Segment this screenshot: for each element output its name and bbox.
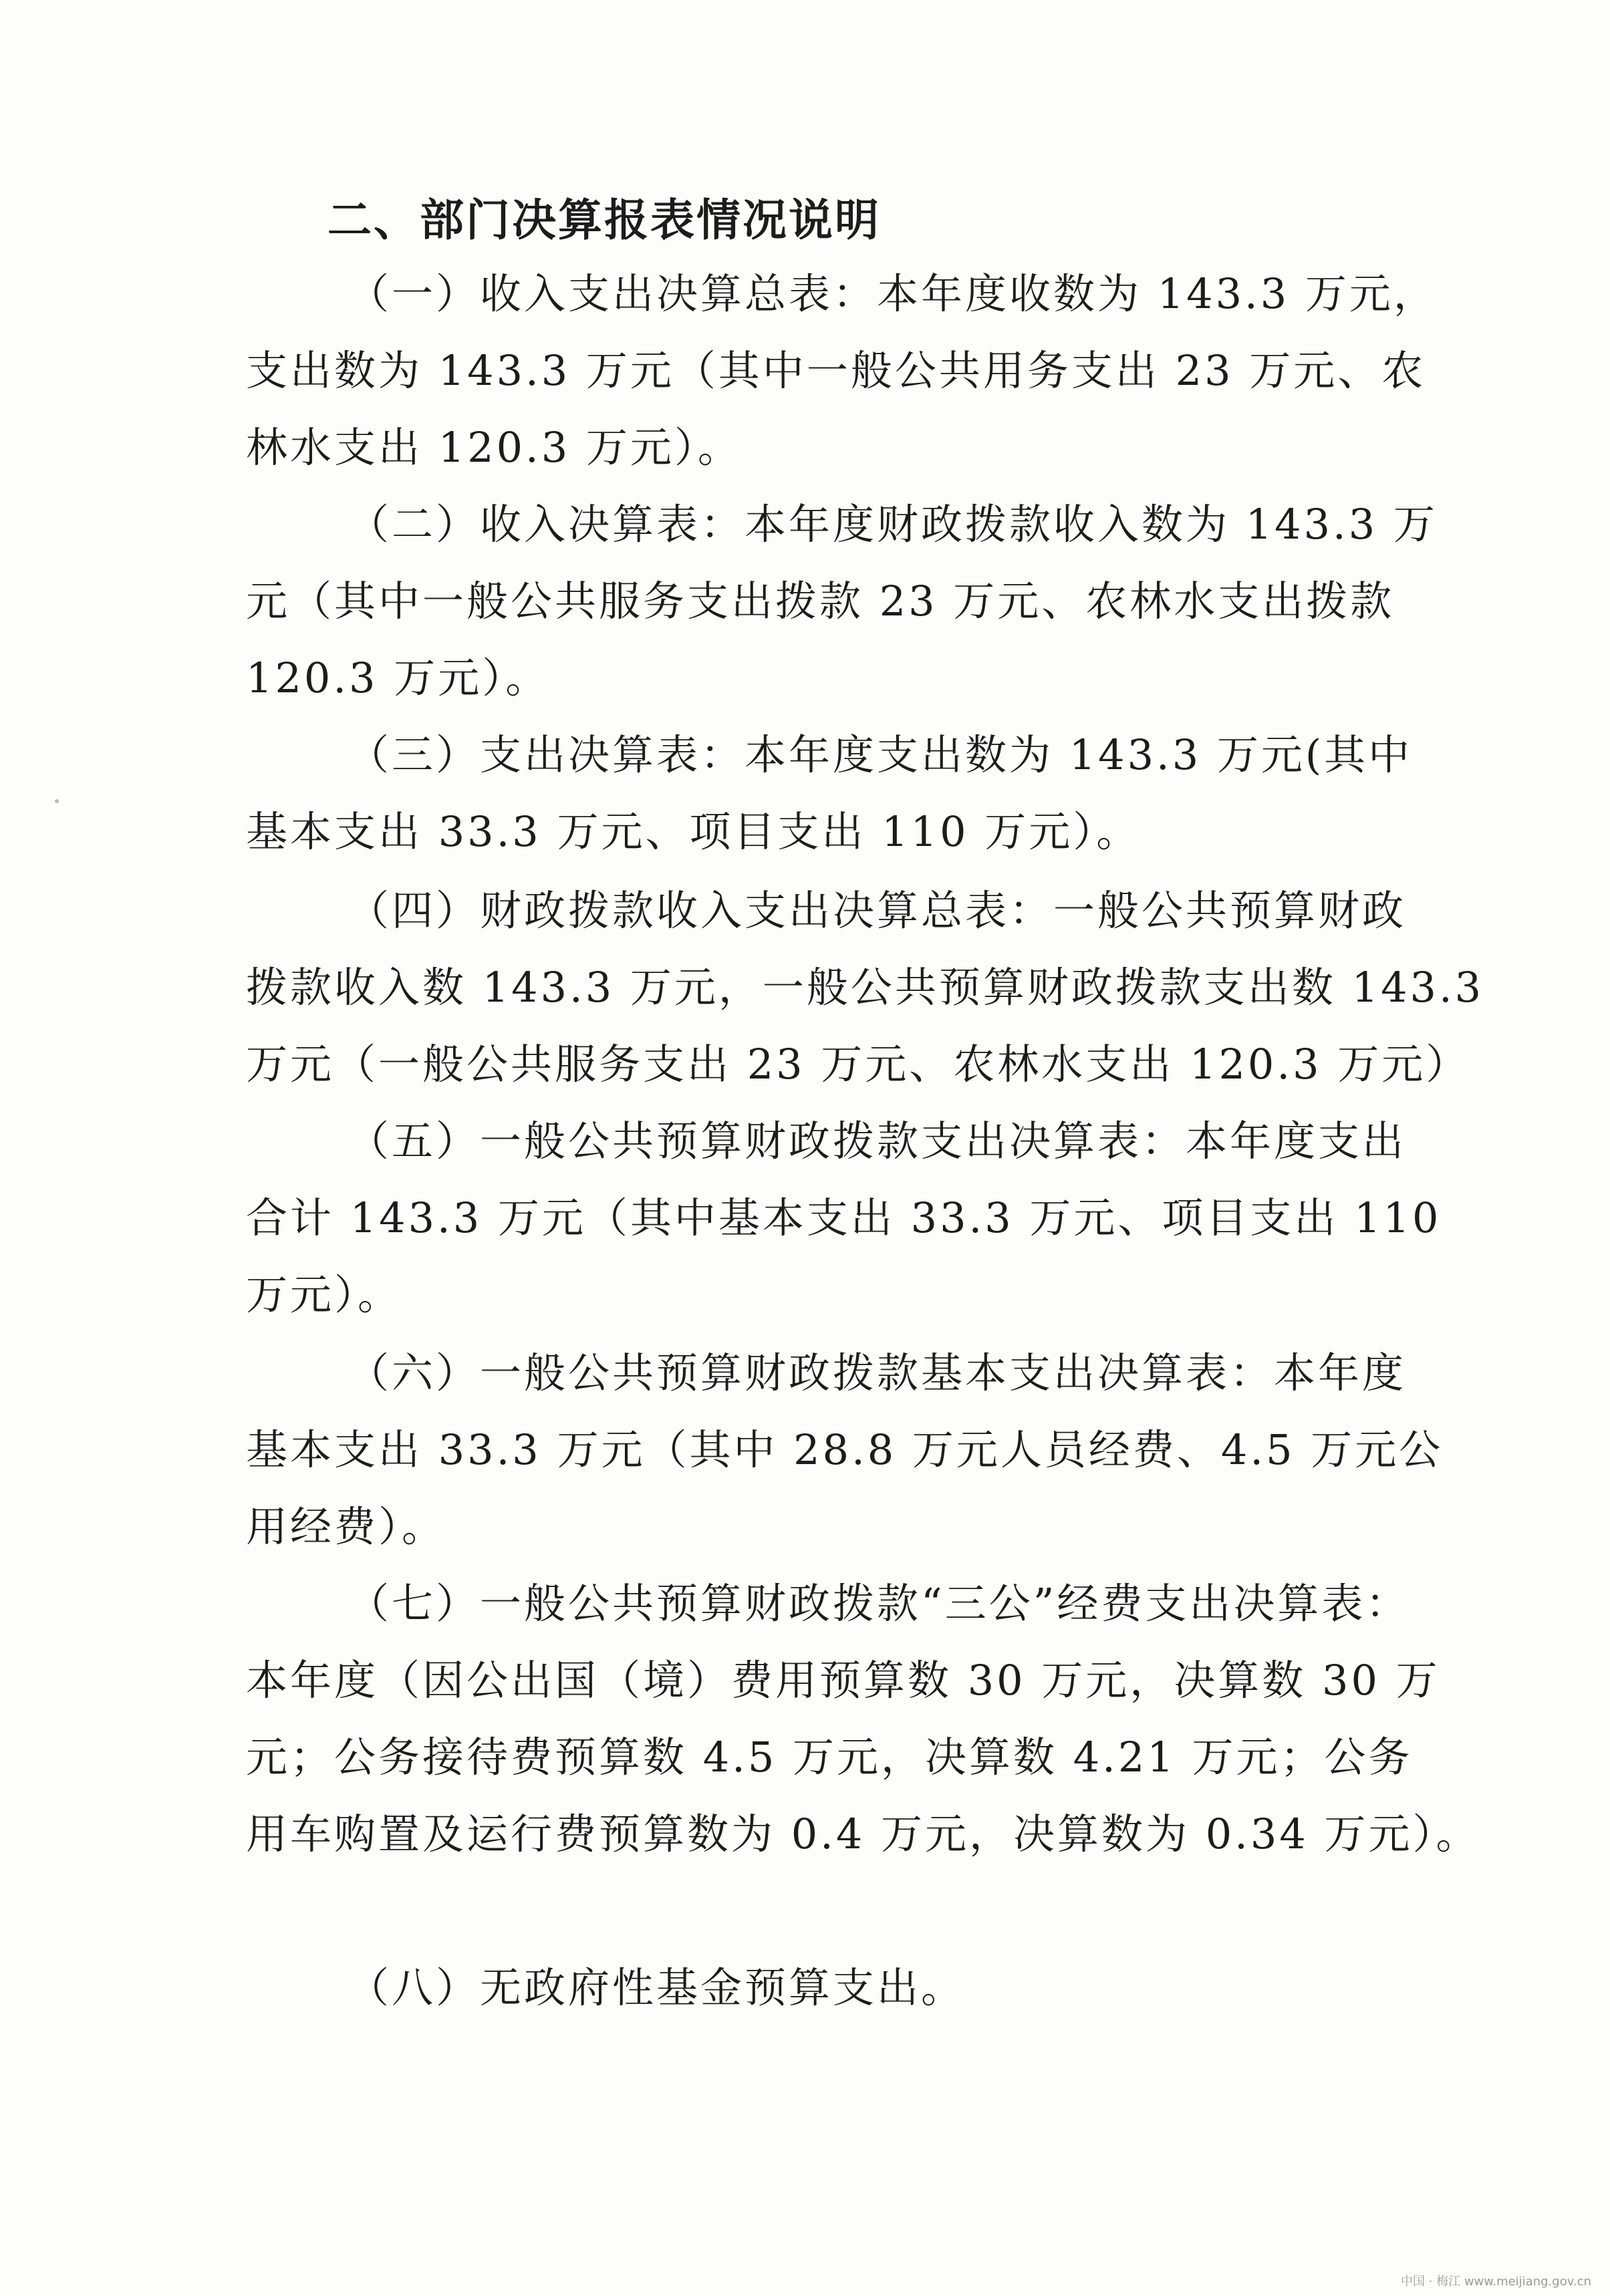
paragraph-1-line-2: 支出数为 143.3 万元（其中一般公共用务支出 23 万元、农 xyxy=(246,346,1426,395)
paragraph-3-line-2: 基本支出 33.3 万元、项目支出 110 万元）。 xyxy=(246,807,1141,856)
paragraph-8-line-1: （八）无政府性基金预算支出。 xyxy=(348,1963,966,2012)
paragraph-7-line-2: 本年度（因公出国（境）费用预算数 30 万元，决算数 30 万 xyxy=(246,1656,1440,1705)
paragraph-5-line-1: （五）一般公共预算财政拨款支出决算表：本年度支出 xyxy=(348,1117,1407,1165)
paragraph-2-line-1: （二）收入决算表：本年度财政拨款收入数为 143.3 万 xyxy=(348,500,1438,549)
paragraph-5-line-2: 合计 143.3 万元（其中基本支出 33.3 万元、项目支出 110 xyxy=(246,1193,1442,1242)
paragraph-1-line-3: 林水支出 120.3 万元）。 xyxy=(246,423,742,472)
paragraph-6-line-3: 用经费）。 xyxy=(246,1502,446,1551)
scan-speck xyxy=(55,799,59,803)
paragraph-1-line-1: （一）收入支出决算总表：本年度收数为 143.3 万元， xyxy=(348,269,1438,318)
paragraph-7-line-4: 用车购置及运行费预算数为 0.4 万元，决算数为 0.34 万元）。 xyxy=(246,1810,1480,1858)
section-heading: 二、部门决算报表情况说明 xyxy=(327,194,881,246)
paragraph-4-line-1: （四）财政拨款收入支出决算总表：一般公共预算财政 xyxy=(348,886,1407,935)
paragraph-4-line-3: 万元（一般公共服务支出 23 万元、农林水支出 120.3 万元） xyxy=(246,1040,1470,1089)
paragraph-5-line-3: 万元）。 xyxy=(246,1270,402,1319)
paragraph-2-line-3: 120.3 万元）。 xyxy=(246,654,550,702)
paragraph-6-line-1: （六）一般公共预算财政拨款基本支出决算表：本年度 xyxy=(348,1348,1407,1397)
paragraph-2-line-2: 元（其中一般公共服务支出拨款 23 万元、农林水支出拨款 xyxy=(246,577,1395,625)
paragraph-7-line-1: （七）一般公共预算财政拨款“三公”经费支出决算表： xyxy=(348,1579,1410,1628)
paragraph-6-line-2: 基本支出 33.3 万元（其中 28.8 万元人员经费、4.5 万元公 xyxy=(246,1425,1444,1474)
paragraph-3-line-1: （三）支出决算表：本年度支出数为 143.3 万元(其中 xyxy=(348,730,1413,779)
paragraph-4-line-2: 拨款收入数 143.3 万元，一般公共预算财政拨款支出数 143.3 xyxy=(246,963,1484,1012)
site-watermark: 中国 · 梅江 www.meijiang.gov.cn xyxy=(1400,2275,1591,2289)
paragraph-7-line-3: 元；公务接待费预算数 4.5 万元，决算数 4.21 万元；公务 xyxy=(246,1733,1413,1781)
